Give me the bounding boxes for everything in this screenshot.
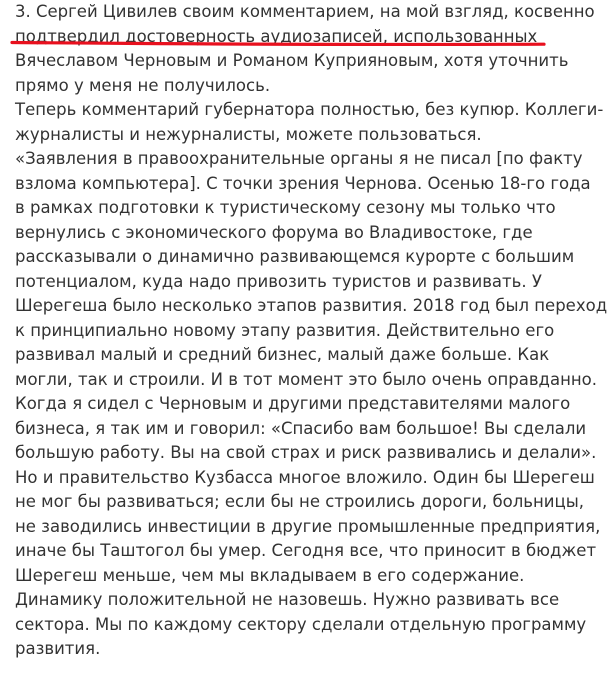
text-line: в рамках подготовки к туристическому сезону мы только что	[15, 198, 556, 217]
paragraph-2	[15, 98, 607, 147]
text-line: Но и правительство Кузбасса многое вложило. Один бы Шерегеш	[15, 467, 595, 487]
paragraph-3-quote	[15, 147, 607, 662]
text-line: развивал малый и средний бизнес, малый даже больше. Как	[15, 345, 550, 364]
text-line: не заводились инвестиции в другие промышленные предприятия,	[15, 516, 601, 536]
paragraph-1	[15, 0, 607, 98]
text-line: Динамику положительной не назовешь. Нужно развивать все	[15, 590, 560, 609]
text-line: иначе бы Таштогол бы умер. Сегодня все, что приносит в бюджет	[15, 541, 597, 560]
text-line: Шерегеша было несколько этапов развития. 2018 год был переход	[15, 296, 608, 315]
text-line: большую работу. Вы на свой страх и риск развивались и делали».	[15, 443, 597, 462]
text-line: вернулись с экономического форума во Владивостоке, где	[15, 222, 533, 242]
text-line: рассказывали о динамично развивающемся курорте с большим	[15, 247, 575, 266]
article-body	[15, 0, 607, 662]
text-line: журналисты и нежурналисты, можете пользоваться.	[15, 124, 482, 144]
text-line: Теперь комментарий губернатора полностью, без купюр. Коллеги-	[15, 100, 604, 119]
text-line: прямо у меня не получилось.	[15, 75, 271, 95]
text-line: развития.	[15, 639, 101, 658]
text-line: «Заявления в правоохранительные органы я не писал [по факту	[15, 149, 583, 168]
text-line: взлома компьютера]. С точки зрения Чернова. Осенью 18-го года	[15, 173, 591, 193]
text-line: 3. Сергей Цивилев своим комментарием, на мой взгляд, косвенно	[15, 2, 595, 21]
text-line: потенциалом, куда надо привозить туристов и развивать. У	[15, 271, 542, 291]
text-line: бизнеса, я так им и говорил: «Спасибо вам большое! Вы сделали	[15, 418, 587, 438]
text-line: не мог бы развиваться; если бы не строились дороги, больницы,	[15, 492, 585, 511]
text-line: к принципиально новому этапу развития. Действительно его	[15, 320, 555, 340]
text-line: Шерегеш меньше, чем мы вкладываем в его содержание.	[15, 565, 525, 585]
text-line: Когда я сидел с Черновым и другими представителями малого	[15, 394, 571, 413]
text-line: подтвердил достоверность аудиозаписей, использованных	[15, 26, 538, 46]
text-line: Вячеславом Черновым и Романом Куприяновым, хотя уточнить	[15, 51, 569, 70]
text-line: сектора. Мы по каждому сектору сделали отдельную программу	[15, 614, 587, 634]
text-line: могли, так и строили. И в тот момент это было очень оправданно.	[15, 369, 597, 389]
